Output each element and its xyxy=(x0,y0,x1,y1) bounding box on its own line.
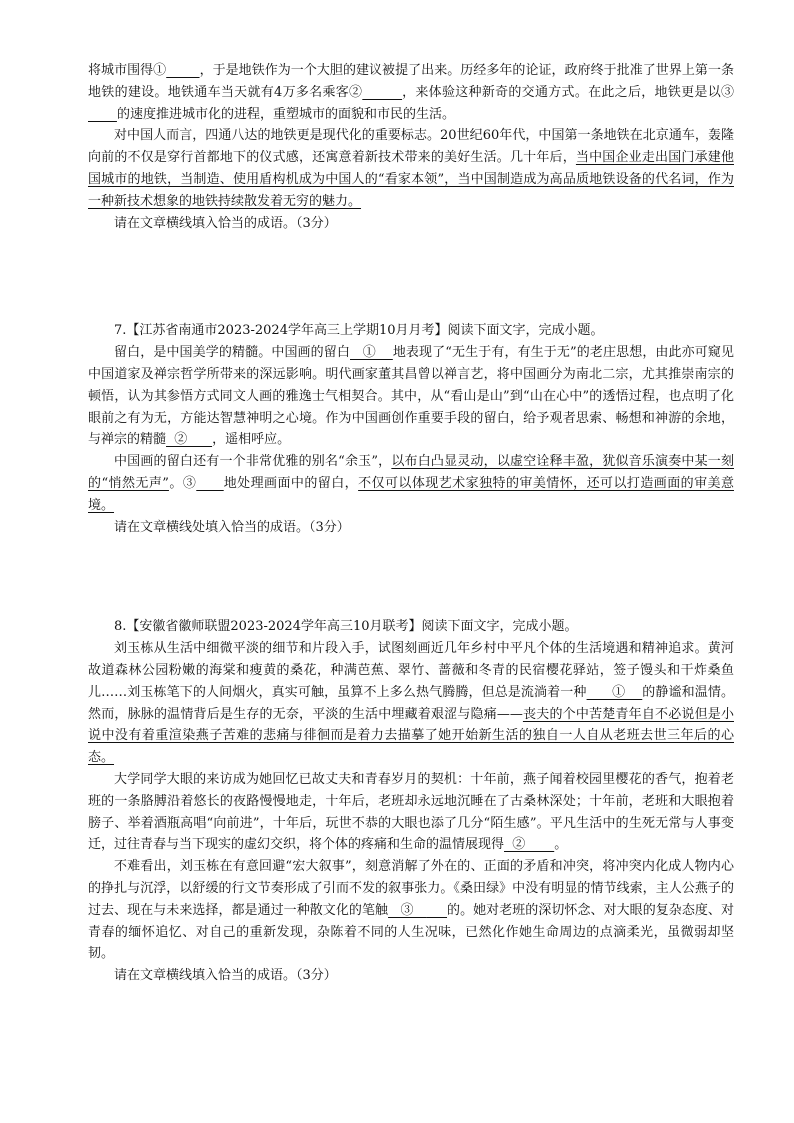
text-run: 的速度推进城市化的进程，重塑城市的面貌和市民的生活。 xyxy=(116,106,455,122)
blank-7-2[interactable]: ② xyxy=(166,432,213,448)
blank-7-1[interactable]: ① xyxy=(350,345,393,361)
section1-instruction: 请在文章横线填入恰当的成语。（3分） xyxy=(114,215,337,231)
text-run: 刘玉栋从生活中细微平淡的细节和片段入手，试图刻画近几年乡村中平凡个体的生活境遇和精神追求。黄河故道森林公园粉嫩的海棠和瘦黄的桑花，种满芭蕉、翠竹、蔷薇和冬青的民宿樱花驿站，签子馒头和干炸桑鱼儿……刘玉栋笔下的人间烟火，真实可触，虽算不上多么热气腾腾，但总是流淌着一种 xyxy=(88,641,734,700)
blank-8-2[interactable]: ② xyxy=(504,837,555,853)
blank-8-3-continued[interactable] xyxy=(426,903,447,918)
question-8-paragraph-1 xyxy=(88,638,734,769)
question-7-paragraph-2 xyxy=(88,451,734,516)
section1-paragraph-2 xyxy=(88,125,734,212)
text-run: 的静谧和温情。然而，脉脉的温情背后是生存的无奈，平淡的生活中埋藏着艰涩与隐痛—— xyxy=(88,684,734,722)
underlined-sentence: 以布白凸显灵动，以虚空诠释丰盈，犹似音乐演奏中某一刻的“悄然无声” xyxy=(88,454,734,491)
blank-3[interactable] xyxy=(88,107,117,122)
underlined-sentence: 丧夫的个中苦楚青年自不必说但是小说中没有着重渲染燕子苦难的悲痛与徘徊而是着力去描摹了她开始新生活的独自一人自从老班去世三年后的心态。 xyxy=(88,706,734,766)
underlined-sentence: 当中国企业走出国门承建他国城市的地铁，当制造、使用盾构机成为中国人的“看家本领”，当中国制造成为高品质地铁设备的代名词，作为一种新技术想象的地铁持续散发着无穷的魅力。 xyxy=(88,150,734,209)
text-run: 对中国人而言，四通八达的地铁更是现代化的重要标志。20世纪60年代，中国第一条地铁在北京通车，轰隆向前的不仅是穿行首都地下的仪式感，还寓意着新技术带来的美好生活。几十年后， xyxy=(88,128,734,166)
blank-7-3[interactable] xyxy=(196,476,223,491)
question-7-title: 7.【江苏省南通市2023-2024学年高三上学期10月月考】阅读下面文字，完成小题。 xyxy=(114,323,604,339)
text-run: 将城市围得① xyxy=(88,63,167,78)
text-run: 。 xyxy=(554,837,568,853)
text-run: 大学同学大眼的来访成为她回忆已故丈夫和青春岁月的契机：十年前，燕子闻着校园里樱花的香气，抱着老班的一条胳膊沿着悠长的夜路慢慢地走，十年后，老班却永远地沉睡在了古桑林深处；十年前，老班和大眼抱着膀子、举着酒瓶高唱“向前进”，十年后，玩世不恭的大眼也添了几分“陌生感”。平凡生活中的生死无常与人事变迁，过往青春与当下现实的虚幻交织，将个体的疼痛和生命的温情展现得 xyxy=(88,771,734,853)
text-run: 不难看出，刘玉栋在有意回避“宏大叙事”，刻意消解了外在的、正面的矛盾和冲突，将冲突内化成人物内心的挣扎与沉浮，以舒缓的行文节奏形成了引而不发的叙事张力。《桑田绿》中没有明显的情节线索，主人公燕子的过去、现在与未来选择，都是通过一种散文化的笔触 xyxy=(88,859,734,918)
question-8-title: 8.【安徽省徽师联盟2023-2024学年高三10月联考】阅读下面文字，完成小题。 xyxy=(114,619,578,635)
spacer xyxy=(88,538,734,616)
text-run: 。③ xyxy=(168,475,197,491)
text-run: 的。她对老班的深切怀念、对大眼的复杂态度、对青春的缅怀追忆、对自己的重新发现，杂陈着不同的人生况味，已然化作她生命周边的点滴柔光，虽微弱却坚韧。 xyxy=(88,902,734,962)
section1-paragraph-1 xyxy=(88,60,734,125)
question-8-paragraph-3 xyxy=(88,856,734,965)
text-run: 地处理画面中的留白， xyxy=(223,475,359,491)
spacer xyxy=(88,234,734,320)
document-page xyxy=(88,60,734,987)
underlined-sentence: 不仅可以体现艺术家独特的审美情怀，还可以打造画面的审美意境。 xyxy=(88,475,734,513)
text-run: 地表现了“无生于有，有生于无”的老庄思想，由此亦可窥见中国道家及禅宗哲学所带来的深远影响。明代画家董其昌曾以禅言艺，将中国画分为南北二宗，尤其推崇南宗的顿悟，认为其参悟方式同文人画的雅逸士气相契合。其中，从“看山是山”到“山在心中”的透悟过程，也点明了化眼前之有为无，方能达智慧神明之心境。作为中国画创作重要手段的留白，给予观者思索、畅想和神游的余地，与禅宗的精髓 xyxy=(88,345,734,448)
blank-8-3[interactable]: ③ xyxy=(388,902,427,918)
blank-8-1[interactable]: ① xyxy=(586,684,643,700)
text-run: 留白，是中国美学的精髓。中国画的留白 xyxy=(114,345,350,361)
text-run: ，遥相呼应。 xyxy=(212,432,291,448)
question-8-instruction: 请在文章横线填入恰当的成语。（3分） xyxy=(114,968,337,984)
blank-2[interactable] xyxy=(362,85,402,100)
question-8-paragraph-2 xyxy=(88,769,734,856)
question-7-instruction: 请在文章横线处填入恰当的成语。（3分） xyxy=(114,519,350,535)
blank-1[interactable] xyxy=(166,63,199,78)
text-run: ，来体验这种新奇的交通方式。在此之后，地铁更是以③ xyxy=(402,84,734,100)
question-7-paragraph-1 xyxy=(88,342,734,451)
text-run: 中国画的留白还有一个非常优雅的别名“余玉”， xyxy=(114,454,392,470)
text-run: ，于是地铁作为一个大胆的建议被提了出来。历经多年的论证，政府终于批准了世界上第一条地铁的建设。地铁通车当天就有4万多名乘客② xyxy=(88,63,734,100)
